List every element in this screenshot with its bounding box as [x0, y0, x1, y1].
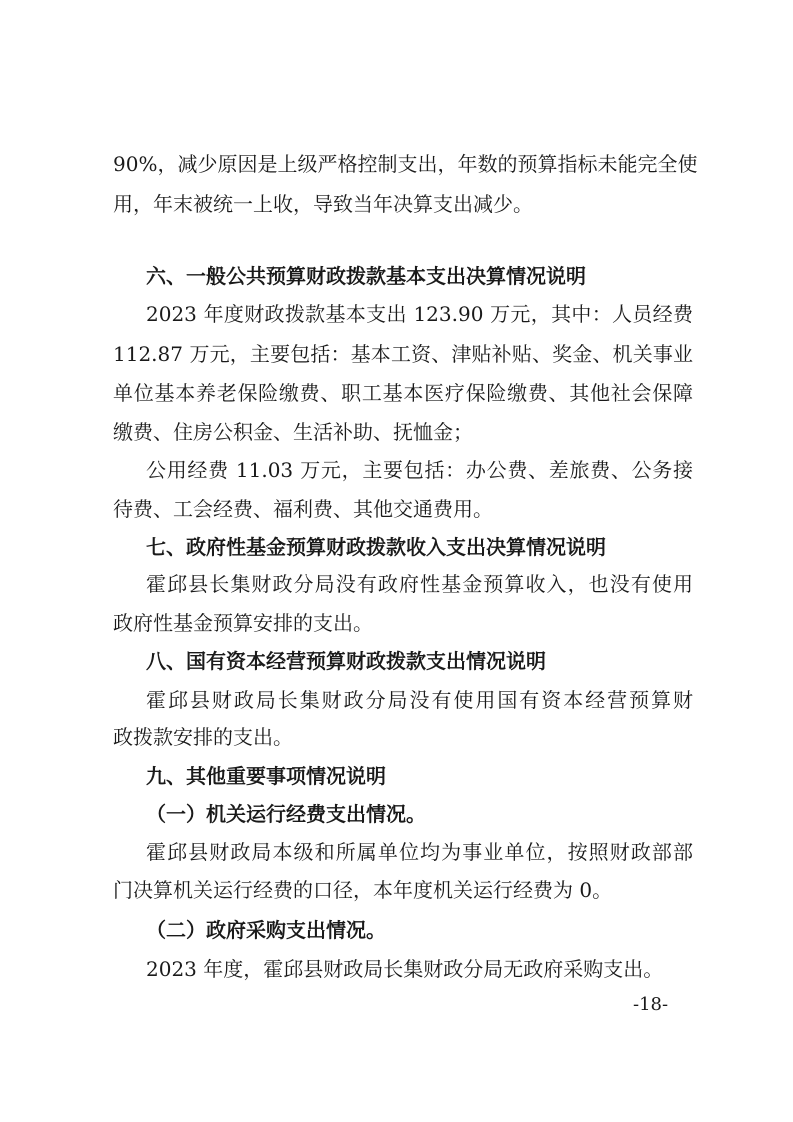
section7-para-line: 霍邱县长集财政分局没有政府性基金预算收入，也没有使用: [146, 572, 693, 596]
page-number: -18-: [633, 994, 669, 1015]
section9-sub2-heading: （二）政府采购支出情况。: [146, 918, 386, 942]
section6-para1-line: 单位基本养老保险缴费、职工基本医疗保险缴费、其他社会保障: [113, 381, 693, 405]
section6-para2-line: 公用经费 11.03 万元，主要包括：办公费、差旅费、公务接: [146, 458, 693, 482]
section6-heading: 六、一般公共预算财政拨款基本支出决算情况说明: [146, 264, 586, 288]
section8-para-line: 霍邱县财政局长集财政分局没有使用国有资本经营预算财: [146, 688, 693, 712]
section8-heading: 八、国有资本经营预算财政拨款支出情况说明: [146, 649, 546, 673]
section6-para1-line: 缴费、住房公积金、生活补助、抚恤金；: [113, 420, 473, 444]
section7-para-line: 政府性基金预算安排的支出。: [113, 611, 373, 635]
continuation-line-1: 90%，减少原因是上级严格控制支出，年数的预算指标未能完全使: [113, 152, 698, 176]
section9-sub1-para-line: 霍邱县财政局本级和所属单位均为事业单位，按照财政部部: [146, 840, 693, 864]
continuation-line-2: 用，年末被统一上收，导致当年决算支出减少。: [113, 192, 533, 216]
section7-heading: 七、政府性基金预算财政拨款收入支出决算情况说明: [146, 535, 606, 559]
section9-sub1-heading: （一）机关运行经费支出情况。: [146, 802, 426, 826]
section6-para1-line: 2023 年度财政拨款基本支出 123.90 万元，其中：人员经费: [146, 302, 693, 326]
section6-para2-line: 待费、工会经费、福利费、其他交通费用。: [113, 497, 493, 521]
section6-para1-line: 112.87 万元，主要包括：基本工资、津贴补贴、奖金、机关事业: [113, 342, 693, 366]
section9-heading: 九、其他重要事项情况说明: [146, 764, 386, 788]
section9-sub2-para-line: 2023 年度，霍邱县财政局长集财政分局无政府采购支出。: [146, 957, 664, 981]
section9-sub1-para-line: 门决算机关运行经费的口径，本年度机关运行经费为 0。: [113, 878, 613, 902]
section8-para-line: 政拨款安排的支出。: [113, 725, 293, 749]
